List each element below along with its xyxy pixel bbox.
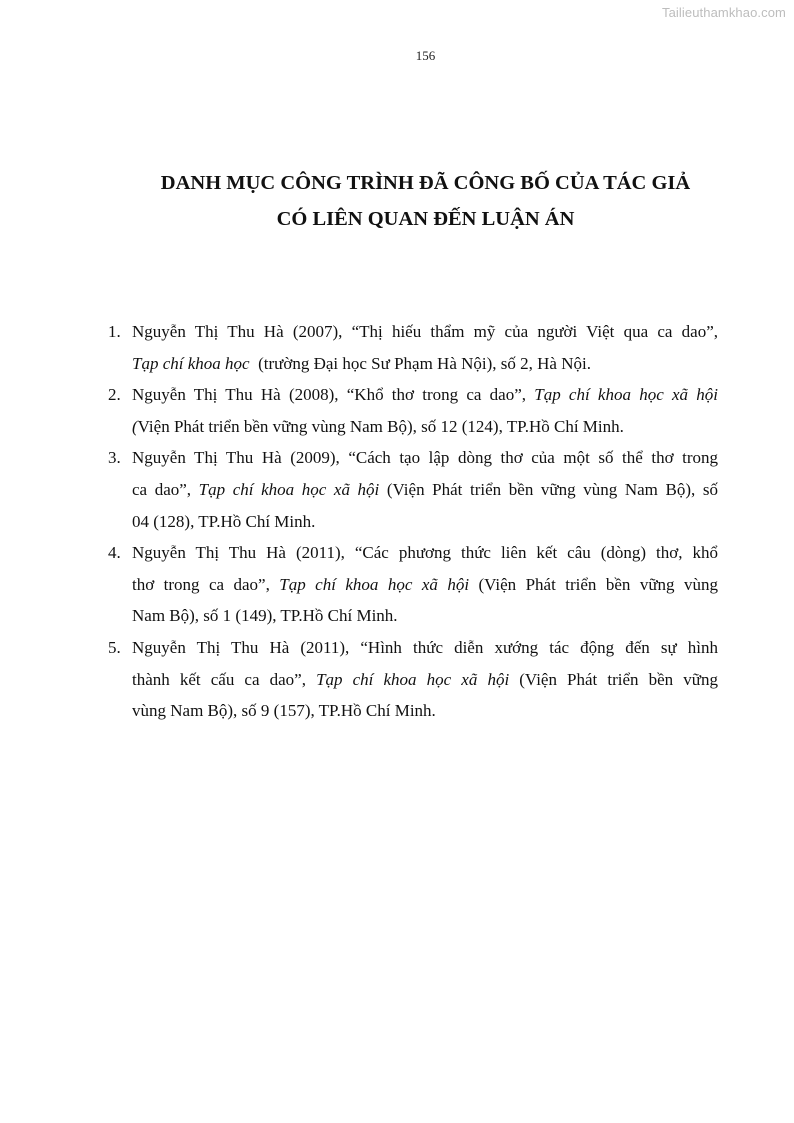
reference-number: 3. xyxy=(108,448,121,468)
reference-item xyxy=(108,379,718,442)
reference-line: ca dao”, Tạp chí khoa học xã hội (Viện Phát triển bền vững vùng Nam Bộ), số xyxy=(132,479,718,499)
reference-item xyxy=(108,316,718,379)
reference-text xyxy=(132,537,718,632)
reference-text xyxy=(132,632,718,727)
reference-line: Nguyễn Thị Thu Hà (2007), “Thị hiếu thẩm mỹ của người Việt qua ca dao”, xyxy=(132,322,718,341)
reference-line: thơ trong ca dao”, Tạp chí khoa học xã hội (Viện Phát triển bền vững vùng xyxy=(132,574,718,594)
reference-line: 04 (128), TP.Hồ Chí Minh. xyxy=(132,511,316,531)
reference-line: Nguyễn Thị Thu Hà (2011), “Các phương thức liên kết câu (dòng) thơ, khổ xyxy=(132,543,718,563)
reference-line: Tạp chí khoa học (trường Đại học Sư Phạm Hà Nội), số 2, Hà Nội. xyxy=(132,353,591,373)
reference-number: 4. xyxy=(108,543,121,563)
reference-list xyxy=(108,316,718,727)
reference-line: Nguyễn Thị Thu Hà (2009), “Cách tạo lập dòng thơ của một số thể thơ trong xyxy=(132,448,718,468)
reference-line: (Viện Phát triển bền vững vùng Nam Bộ), số 12 (124), TP.Hồ Chí Minh. xyxy=(132,416,624,436)
reference-number: 5. xyxy=(108,637,121,657)
reference-line: thành kết cấu ca dao”, Tạp chí khoa học xã hội (Viện Phát triển bền vững xyxy=(132,669,718,689)
watermark: Tailieuthamkhao.com xyxy=(661,5,786,20)
reference-item xyxy=(108,537,718,632)
reference-text xyxy=(132,379,718,442)
reference-item xyxy=(108,442,718,537)
reference-number: 2. xyxy=(108,385,121,405)
reference-item xyxy=(108,632,718,727)
page-title-line-1: DANH MỤC CÔNG TRÌNH ĐÃ CÔNG BỐ CỦA TÁC GIẢ xyxy=(160,172,691,194)
reference-number: 1. xyxy=(108,322,121,341)
reference-text xyxy=(132,442,718,537)
page-number: 156 xyxy=(415,48,436,63)
reference-line: Nguyễn Thị Thu Hà (2008), “Khổ thơ trong ca dao”, Tạp chí khoa học xã hội xyxy=(132,385,718,405)
reference-line: Nguyễn Thị Thu Hà (2011), “Hình thức diễn xướng tác động đến sự hình xyxy=(132,637,718,657)
reference-line: vùng Nam Bộ), số 9 (157), TP.Hồ Chí Minh. xyxy=(132,701,436,721)
reference-line: Nam Bộ), số 1 (149), TP.Hồ Chí Minh. xyxy=(132,606,398,626)
reference-text xyxy=(132,316,718,379)
page-title-line-2: CÓ LIÊN QUAN ĐẾN LUẬN ÁN xyxy=(276,208,575,230)
